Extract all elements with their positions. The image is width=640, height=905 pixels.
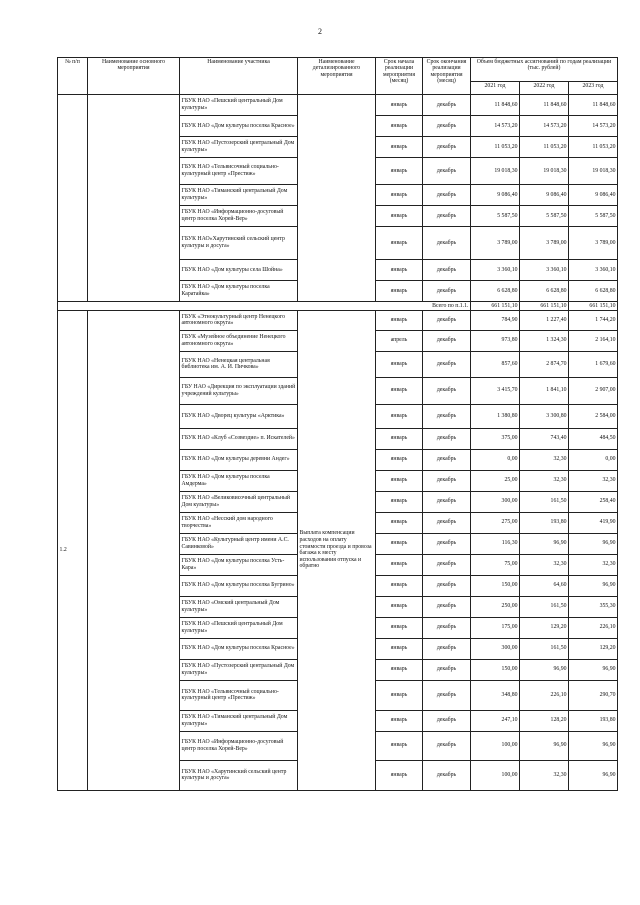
end-month: декабрь — [423, 428, 471, 449]
end-month: декабрь — [423, 95, 471, 116]
end-month: декабрь — [423, 310, 471, 330]
main-event-cell — [88, 310, 180, 790]
value-2021: 375,00 — [471, 428, 520, 449]
participant-name: ГБУК НАО «Дом культуры поселка Красное» — [180, 116, 298, 137]
start-month: январь — [376, 260, 423, 281]
header-num: № п/п — [58, 58, 88, 95]
header-2021: 2021 год — [471, 82, 520, 95]
end-month: декабрь — [423, 680, 471, 710]
value-2023: 226,10 — [569, 617, 618, 638]
participant-name: ГБУК НАО «Информационно-досуговый центр поселка Хорей-Вер» — [180, 206, 298, 227]
value-2021: 3 360,10 — [471, 260, 520, 281]
participant-name: ГБУК НАО «Ненецкая центральная библиотека им. А. И. Пичкова» — [180, 351, 298, 377]
value-2021: 14 573,20 — [471, 116, 520, 137]
value-2022: 226,10 — [520, 680, 569, 710]
participant-name: ГБУК НАО «Харутинский сельский центр культуры и досуга» — [180, 760, 298, 790]
value-2023: 0,00 — [569, 449, 618, 470]
value-2021: 19 018,30 — [471, 158, 520, 185]
page-number: 2 — [318, 27, 322, 36]
value-2021: 1 380,80 — [471, 404, 520, 428]
value-2022: 2 874,70 — [520, 351, 569, 377]
participant-name: ГБУК НАО «Тиманский центральный Дом культуры» — [180, 185, 298, 206]
value-2022: 1 227,40 — [520, 310, 569, 330]
value-2023: 6 628,80 — [569, 281, 618, 302]
participant-name: ГБУК НАО «Несский дом народного творчества» — [180, 512, 298, 533]
participant-name: ГБУК НАО «Дом культуры поселка Бугрино» — [180, 575, 298, 596]
budget-table — [57, 57, 618, 791]
end-month: декабрь — [423, 470, 471, 491]
start-month: январь — [376, 533, 423, 554]
value-2023: 258,40 — [569, 491, 618, 512]
value-2022: 3 300,80 — [520, 404, 569, 428]
participant-name: ГБУК НАО «Тельвисочный социально-культурный центр «Престиж» — [180, 680, 298, 710]
header-2023: 2023 год — [569, 82, 618, 95]
value-2023: 96,90 — [569, 533, 618, 554]
start-month: январь — [376, 404, 423, 428]
value-2022: 3 360,10 — [520, 260, 569, 281]
detailed-event-cell — [298, 95, 376, 302]
value-2021: 348,80 — [471, 680, 520, 710]
start-month: январь — [376, 638, 423, 659]
end-month: декабрь — [423, 617, 471, 638]
value-2021: 5 587,50 — [471, 206, 520, 227]
value-2023: 9 086,40 — [569, 185, 618, 206]
value-2022: 11 053,20 — [520, 137, 569, 158]
table-row — [58, 95, 618, 116]
end-month: декабрь — [423, 260, 471, 281]
value-2023: 193,80 — [569, 710, 618, 731]
value-2021: 100,00 — [471, 760, 520, 790]
end-month: декабрь — [423, 554, 471, 575]
header-2022: 2022 год — [520, 82, 569, 95]
value-2023: 2 907,00 — [569, 377, 618, 404]
value-2022: 129,20 — [520, 617, 569, 638]
participant-name: ГБУК НАО «Клуб «Созвездие» п. Искателей» — [180, 428, 298, 449]
value-2023: 96,90 — [569, 659, 618, 680]
value-2023: 96,90 — [569, 760, 618, 790]
value-2022: 11 848,60 — [520, 95, 569, 116]
value-2023: 5 587,50 — [569, 206, 618, 227]
value-2021: 75,00 — [471, 554, 520, 575]
value-2021: 784,90 — [471, 310, 520, 330]
total-label: Всего по п.1.1. — [58, 302, 471, 311]
value-2022: 128,20 — [520, 710, 569, 731]
end-month: декабрь — [423, 377, 471, 404]
start-month: январь — [376, 116, 423, 137]
value-2021: 11 053,20 — [471, 137, 520, 158]
value-2023: 11 848,60 — [569, 95, 618, 116]
end-month: декабрь — [423, 404, 471, 428]
start-month: январь — [376, 428, 423, 449]
value-2023: 2 584,00 — [569, 404, 618, 428]
start-month: январь — [376, 596, 423, 617]
start-month: январь — [376, 491, 423, 512]
participant-name: ГБУК НАО «Культурный центр имени А.С. Савинковой» — [180, 533, 298, 554]
table-row — [58, 310, 618, 330]
total-2022: 661 151,10 — [520, 302, 569, 311]
end-month: декабрь — [423, 710, 471, 731]
header-main-event: Наименование основного мероприятия — [88, 58, 180, 95]
participant-name: ГБУК «Этнокультурный центр Ненецкого автономного округа» — [180, 310, 298, 330]
start-month: январь — [376, 680, 423, 710]
end-month: декабрь — [423, 731, 471, 760]
value-2023: 1 679,60 — [569, 351, 618, 377]
end-month: декабрь — [423, 158, 471, 185]
value-2021: 100,00 — [471, 731, 520, 760]
end-month: декабрь — [423, 533, 471, 554]
value-2021: 973,80 — [471, 330, 520, 351]
start-month: январь — [376, 95, 423, 116]
value-2021: 6 628,80 — [471, 281, 520, 302]
total-row-body — [58, 302, 618, 311]
section2-body — [58, 310, 618, 790]
participant-name: ГБУК НАО «Дворец культуры «Арктика» — [180, 404, 298, 428]
start-month: январь — [376, 227, 423, 260]
start-month: январь — [376, 137, 423, 158]
start-month: апрель — [376, 330, 423, 351]
participant-name: ГБУК НАО «Пустозерский центральный Дом культуры» — [180, 137, 298, 158]
num-cell — [58, 95, 88, 302]
value-2022: 161,50 — [520, 596, 569, 617]
value-2021: 3 789,00 — [471, 227, 520, 260]
value-2022: 743,40 — [520, 428, 569, 449]
start-month: январь — [376, 281, 423, 302]
section1-body — [58, 95, 618, 302]
value-2023: 129,20 — [569, 638, 618, 659]
value-2021: 9 086,40 — [471, 185, 520, 206]
start-month: январь — [376, 554, 423, 575]
start-month: январь — [376, 185, 423, 206]
participant-name: ГБУК НАО «Пешский центральный Дом культуры» — [180, 617, 298, 638]
value-2022: 193,80 — [520, 512, 569, 533]
end-month: декабрь — [423, 185, 471, 206]
value-2023: 11 053,20 — [569, 137, 618, 158]
value-2023: 355,30 — [569, 596, 618, 617]
value-2021: 300,00 — [471, 638, 520, 659]
end-month: декабрь — [423, 206, 471, 227]
start-month: январь — [376, 449, 423, 470]
end-month: декабрь — [423, 351, 471, 377]
value-2023: 32,30 — [569, 470, 618, 491]
participant-name: ГБУК НАО «Тиманский центральный Дом культуры» — [180, 710, 298, 731]
value-2022: 161,50 — [520, 638, 569, 659]
value-2022: 96,90 — [520, 731, 569, 760]
header-start: Срок начала реализации мероприятия (месяц) — [376, 58, 423, 95]
value-2021: 275,00 — [471, 512, 520, 533]
value-2023: 419,90 — [569, 512, 618, 533]
value-2022: 32,30 — [520, 554, 569, 575]
value-2023: 32,30 — [569, 554, 618, 575]
header-participant: Наименование участника — [180, 58, 298, 95]
participant-name: ГБУК НАО «Дом культуры поселка Амдерма» — [180, 470, 298, 491]
total-2023: 661 151,10 — [569, 302, 618, 311]
value-2023: 96,90 — [569, 575, 618, 596]
value-2022: 1 841,10 — [520, 377, 569, 404]
end-month: декабрь — [423, 330, 471, 351]
header-budget: Объем бюджетных ассигнований по годам реализации (тыс. рублей) — [471, 58, 618, 82]
end-month: декабрь — [423, 638, 471, 659]
value-2023: 1 744,20 — [569, 310, 618, 330]
end-month: декабрь — [423, 137, 471, 158]
participant-name: ГБУК НАО «Дом культуры поселка Каратайка» — [180, 281, 298, 302]
section-number: 1.2 — [58, 310, 88, 790]
value-2022: 32,30 — [520, 470, 569, 491]
start-month: январь — [376, 377, 423, 404]
end-month: декабрь — [423, 512, 471, 533]
value-2022: 32,30 — [520, 449, 569, 470]
value-2022: 6 628,80 — [520, 281, 569, 302]
value-2021: 11 848,60 — [471, 95, 520, 116]
end-month: декабрь — [423, 281, 471, 302]
participant-name: ГБУК НАО «Великовисочный центральный Дом культуры» — [180, 491, 298, 512]
value-2022: 14 573,20 — [520, 116, 569, 137]
value-2022: 96,90 — [520, 533, 569, 554]
value-2022: 3 789,00 — [520, 227, 569, 260]
participant-name: ГБУК «Музейное объединение Ненецкого автономного округа» — [180, 330, 298, 351]
start-month: январь — [376, 710, 423, 731]
end-month: декабрь — [423, 116, 471, 137]
start-month: январь — [376, 659, 423, 680]
start-month: январь — [376, 617, 423, 638]
start-month: январь — [376, 206, 423, 227]
value-2021: 25,00 — [471, 470, 520, 491]
value-2023: 3 789,00 — [569, 227, 618, 260]
value-2023: 3 360,10 — [569, 260, 618, 281]
value-2022: 32,30 — [520, 760, 569, 790]
start-month: январь — [376, 470, 423, 491]
participant-name: ГБУК НАО «Дом культуры села Шойна» — [180, 260, 298, 281]
total-2021: 661 151,10 — [471, 302, 520, 311]
value-2022: 5 587,50 — [520, 206, 569, 227]
participant-name: ГБУК НАО «Дом культуры поселка Усть-Кара» — [180, 554, 298, 575]
participant-name: ГБУК НАО «Омский центральный Дом культуры» — [180, 596, 298, 617]
participant-name: ГБУК НАО «Пешский центральный Дом культуры» — [180, 95, 298, 116]
participant-name: ГБУ НАО «Дирекция по эксплуатации зданий учреждений культуры» — [180, 377, 298, 404]
start-month: январь — [376, 731, 423, 760]
value-2021: 116,30 — [471, 533, 520, 554]
value-2022: 1 324,30 — [520, 330, 569, 351]
detailed-event-text: Выплата компенсации расходов на оплату стоимости проезда и провоза багажа к месту использования отпуска и обратно — [298, 310, 376, 790]
participant-name: ГБУК НАО«Харутинский сельский центр культуры и досуга» — [180, 227, 298, 260]
start-month: январь — [376, 760, 423, 790]
value-2021: 250,00 — [471, 596, 520, 617]
value-2021: 175,00 — [471, 617, 520, 638]
value-2023: 2 164,10 — [569, 330, 618, 351]
value-2022: 19 018,30 — [520, 158, 569, 185]
start-month: январь — [376, 310, 423, 330]
value-2023: 14 573,20 — [569, 116, 618, 137]
start-month: январь — [376, 351, 423, 377]
value-2022: 9 086,40 — [520, 185, 569, 206]
end-month: декабрь — [423, 227, 471, 260]
header-end: Срок окончания реализации мероприятия (месяц) — [423, 58, 471, 95]
value-2023: 96,90 — [569, 731, 618, 760]
end-month: декабрь — [423, 575, 471, 596]
participant-name: ГБУК НАО «Информационно-досуговый центр поселка Хорей-Вер» — [180, 731, 298, 760]
start-month: январь — [376, 512, 423, 533]
value-2022: 64,60 — [520, 575, 569, 596]
value-2021: 300,00 — [471, 491, 520, 512]
value-2023: 19 018,30 — [569, 158, 618, 185]
end-month: декабрь — [423, 659, 471, 680]
value-2021: 857,60 — [471, 351, 520, 377]
total-row — [58, 302, 618, 311]
participant-name: ГБУК НАО «Пустозерский центральный Дом культуры» — [180, 659, 298, 680]
start-month: январь — [376, 158, 423, 185]
value-2021: 150,00 — [471, 575, 520, 596]
participant-name: ГБУК НАО «Дом культуры деревни Андег» — [180, 449, 298, 470]
end-month: декабрь — [423, 596, 471, 617]
main-event-cell — [88, 95, 180, 302]
value-2022: 96,90 — [520, 659, 569, 680]
value-2023: 484,50 — [569, 428, 618, 449]
end-month: декабрь — [423, 760, 471, 790]
end-month: декабрь — [423, 491, 471, 512]
value-2022: 161,50 — [520, 491, 569, 512]
end-month: декабрь — [423, 449, 471, 470]
value-2021: 0,00 — [471, 449, 520, 470]
start-month: январь — [376, 575, 423, 596]
participant-name: ГБУК НАО «Дом культуры поселка Красное» — [180, 638, 298, 659]
value-2021: 150,00 — [471, 659, 520, 680]
participant-name: ГБУК НАО «Тельвисочный социально-культурный центр «Престиж» — [180, 158, 298, 185]
value-2021: 247,10 — [471, 710, 520, 731]
value-2023: 290,70 — [569, 680, 618, 710]
header-detailed-event: Наименование детализированного мероприятия — [298, 58, 376, 95]
value-2021: 3 415,70 — [471, 377, 520, 404]
